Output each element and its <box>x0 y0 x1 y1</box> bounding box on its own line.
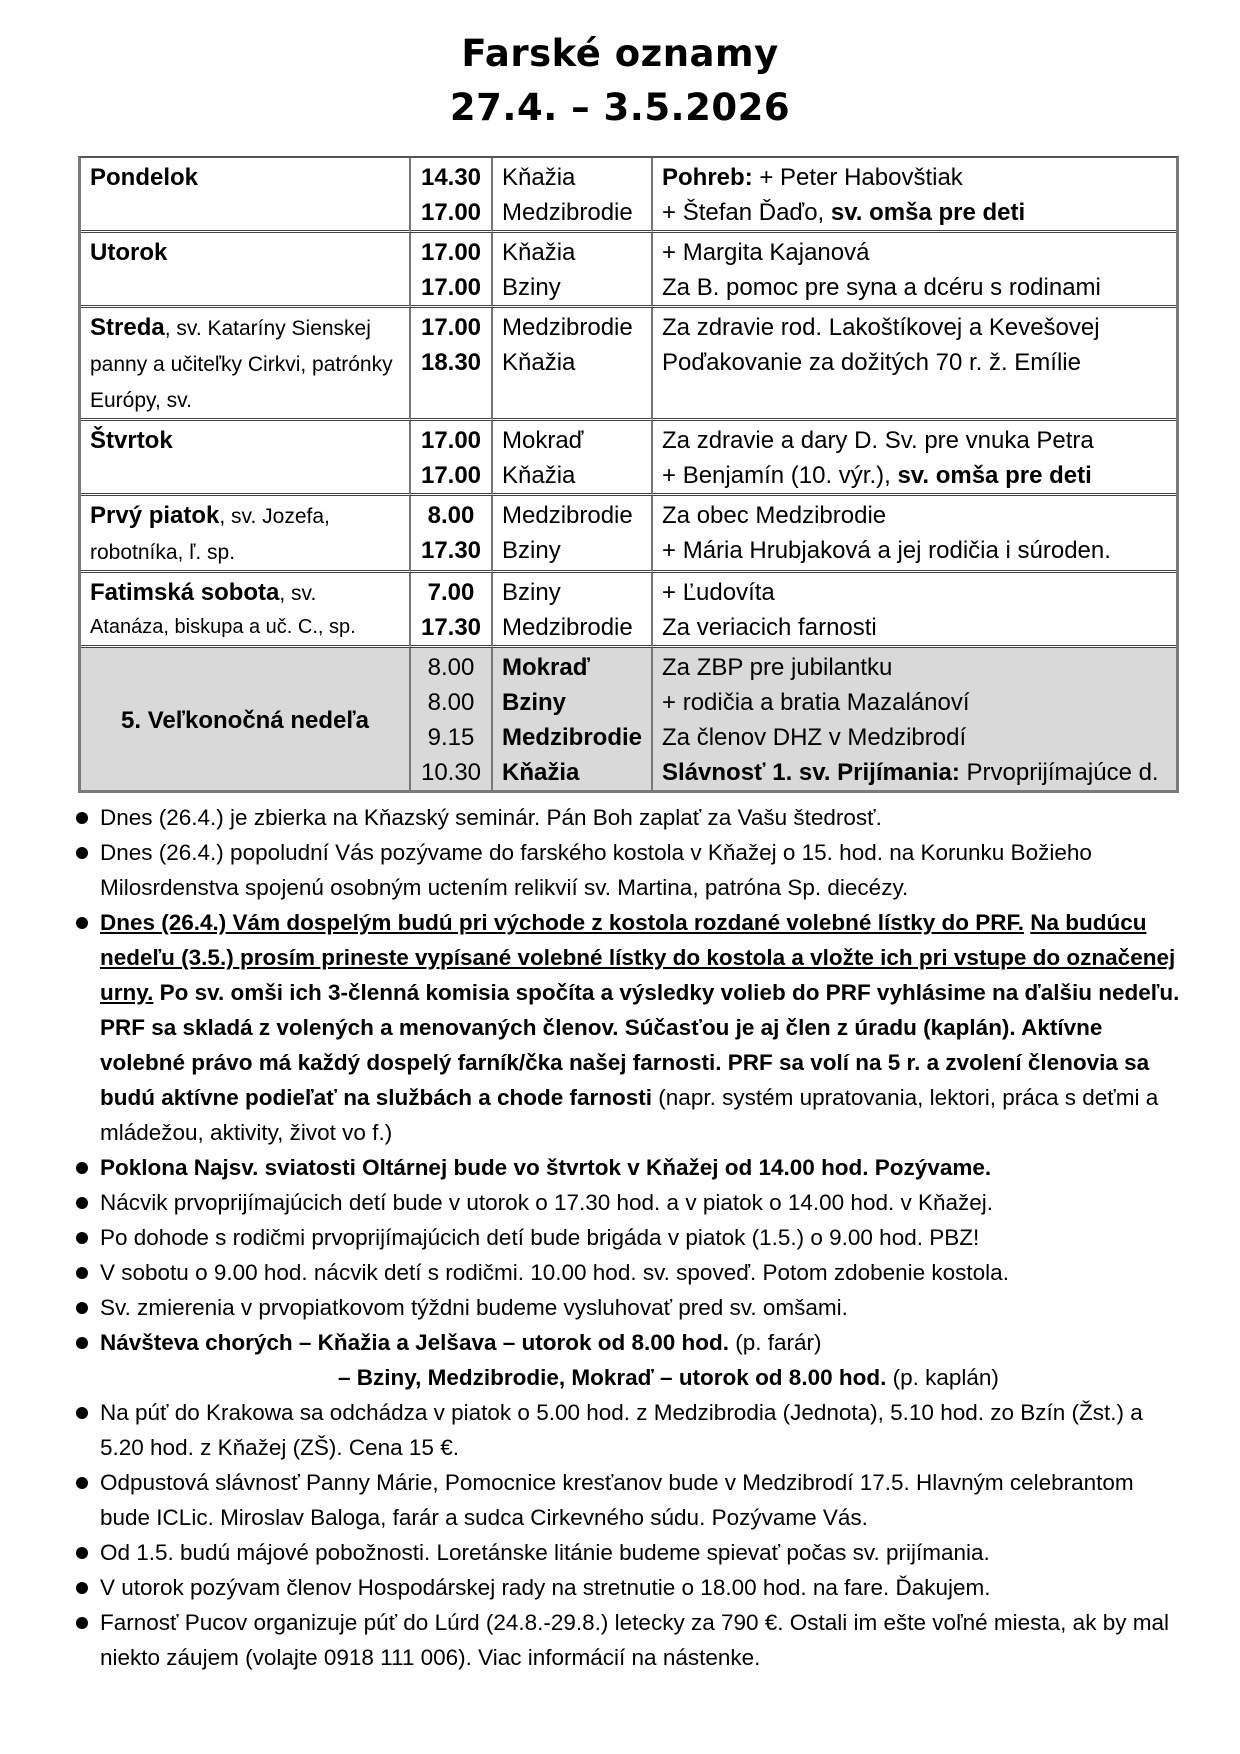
mass-place: Kňažia <box>502 349 576 376</box>
day-note: , sv. <box>279 582 317 605</box>
page-title: Farské oznamy <box>461 32 779 75</box>
mass-intention: Za B. pomoc pre syna a dcéru s rodinami <box>662 274 1101 301</box>
bullet-icon <box>76 1617 88 1629</box>
bullet-icon <box>76 1162 88 1174</box>
bullet-icon <box>76 1197 88 1209</box>
announcement-item: V sobotu o 9.00 hod. nácvik detí s rodičmi. 10.00 hod. sv. spoveď. Potom zdobenie kostola. <box>70 1255 1180 1290</box>
mass-place: Medzibrodie <box>502 199 633 226</box>
mass-place: Bziny <box>502 274 561 301</box>
bullet-icon <box>76 917 88 929</box>
bullet-icon <box>76 1582 88 1594</box>
day-name: Pondelok <box>90 164 199 191</box>
mass-place: Kňažia <box>502 164 576 191</box>
mass-place: Medzibrodie <box>502 614 633 641</box>
announcement-item: V utorok pozývam členov Hospodárskej rady na stretnutie o 18.00 hod. na fare. Ďakujem. <box>70 1570 1180 1605</box>
schedule-row-wednesday <box>81 308 1176 421</box>
day-note: , sv. Kataríny Sienskej panny a učiteľky Cirkvi, patrónky Európy, sv. <box>90 317 393 412</box>
day-name: Utorok <box>90 239 168 266</box>
mass-intention: + Mária Hrubjaková a jej rodičia i súroden. <box>662 537 1111 564</box>
mass-time: 17.30 <box>420 614 482 641</box>
announcements-list <box>70 800 1180 1675</box>
mass-place: Kňažia <box>502 462 576 489</box>
day-note: , sv. Jozefa, robotníka, ľ. sp. <box>90 505 330 564</box>
announcement-item: Sv. zmierenia v prvopiatkovom týždni budeme vysluhovať pred sv. omšami. <box>70 1290 1180 1325</box>
bullet-icon <box>76 1232 88 1244</box>
schedule-row-tuesday <box>81 233 1176 308</box>
day-name: Streda <box>90 314 165 341</box>
mass-time: 17.00 <box>420 274 482 301</box>
bullet-icon <box>76 812 88 824</box>
day-name: Fatimská sobota <box>90 579 280 606</box>
schedule-row-monday <box>81 158 1176 233</box>
bullet-icon <box>76 1547 88 1559</box>
mass-intention: + rodičia a bratia Mazalánoví <box>662 689 970 716</box>
mass-time: 17.00 <box>420 314 482 341</box>
bullet-icon <box>76 1407 88 1419</box>
schedule-row-thursday <box>81 421 1176 496</box>
mass-time: 17.00 <box>420 239 482 266</box>
mass-place: Mokraď <box>502 427 584 454</box>
schedule-row-saturday <box>81 573 1176 648</box>
mass-time: 8.00 <box>427 502 475 529</box>
day-name: Štvrtok <box>90 427 173 454</box>
announcement-item: Od 1.5. budú májové pobožnosti. Loretánske litánie budeme spievať počas sv. prijímania. <box>70 1535 1180 1570</box>
mass-intention: Slávnosť 1. sv. Prijímania: Prvoprijímajúce d. <box>662 759 1159 786</box>
announcement-item: Na púť do Krakowa sa odchádza v piatok o 5.00 hod. z Medzibrodia (Jednota), 5.10 hod. zo Bzín (Žst.) a 5.20 hod. z Kňažej (ZŠ). Cena 15 €. <box>70 1395 1180 1465</box>
mass-time: 8.00 <box>427 654 475 681</box>
mass-time: 8.00 <box>427 689 475 716</box>
mass-time: 18.30 <box>420 349 482 376</box>
announcement-item-sick-visits: Návšteva chorých – Kňažia a Jelšava – utorok od 8.00 hod. (p. farár) – Bziny, Medzibrodie, Mokraď – utorok od 8.00 hod. (p. kaplán) <box>70 1325 1180 1395</box>
mass-place: Kňažia <box>502 759 580 786</box>
mass-time: 14.30 <box>420 164 482 191</box>
mass-intention: + Ľudovíta <box>662 579 775 606</box>
mass-intention: + Štefan Ďaďo, sv. omša pre deti <box>662 199 1026 226</box>
mass-place: Mokraď <box>502 654 590 681</box>
announcement-item: Dnes (26.4.) popoludní Vás pozývame do farského kostola v Kňažej o 15. hod. na Korunku Božieho Milosrdenstva spojenú osobným uctením relikvií sv. Martina, patróna Sp. diecézy. <box>70 835 1180 905</box>
mass-place: Bziny <box>502 537 561 564</box>
mass-place: Bziny <box>502 579 561 606</box>
mass-intention: Za zdravie rod. Lakoštíkovej a Kevešovej <box>662 314 1100 341</box>
bullet-icon <box>76 847 88 859</box>
mass-schedule-table <box>78 156 1179 793</box>
announcement-item: Farnosť Pucov organizuje púť do Lúrd (24.8.-29.8.) letecky za 790 €. Ostali im ešte voľné miesta, ak by mal niekto záujem (volajte 0918 111 006). Viac informácií na nástenke. <box>70 1605 1180 1675</box>
bullet-icon <box>76 1302 88 1314</box>
announcement-item: Poklona Najsv. sviatosti Oltárnej bude vo štvrtok v Kňažej od 14.00 hod. Pozývame. <box>70 1150 1180 1185</box>
mass-place: Kňažia <box>502 239 576 266</box>
announcement-item: Nácvik prvoprijímajúcich detí bude v utorok o 17.30 hod. a v piatok o 14.00 hod. v Kňažej. <box>70 1185 1180 1220</box>
mass-place: Medzibrodie <box>502 502 633 529</box>
mass-time: 7.00 <box>427 579 475 606</box>
mass-time: 17.00 <box>420 199 482 226</box>
bullet-icon <box>76 1337 88 1349</box>
day-name: Prvý piatok <box>90 502 220 529</box>
mass-time: 17.00 <box>420 427 482 454</box>
mass-intention: Poďakovanie za dožitých 70 r. ž. Emílie <box>662 349 1081 376</box>
mass-intention: + Margita Kajanová <box>662 239 870 266</box>
mass-intention: Pohreb: + Peter Habovštiak <box>662 164 963 191</box>
day-note: Atanáza, biskupa a uč. C., sp. <box>90 616 356 638</box>
mass-intention: + Benjamín (10. výr.), sv. omša pre deti <box>662 462 1092 489</box>
mass-place: Medzibrodie <box>502 724 643 751</box>
mass-time: 17.00 <box>420 462 482 489</box>
mass-intention: Za veriacich farnosti <box>662 614 877 641</box>
mass-time: 9.15 <box>427 724 475 751</box>
announcement-item: Dnes (26.4.) je zbierka na Kňazský seminár. Pán Boh zaplať za Vašu štedrosť. <box>70 800 1180 835</box>
schedule-row-sunday <box>81 648 1176 790</box>
announcement-item: Po dohode s rodičmi prvoprijímajúcich detí bude brigáda v piatok (1.5.) o 9.00 hod. PBZ! <box>70 1220 1180 1255</box>
day-name: 5. Veľkonočná nedeľa <box>121 706 369 734</box>
mass-intention: Za zdravie a dary D. Sv. pre vnuka Petra <box>662 427 1094 454</box>
announcement-item: Odpustová slávnosť Panny Márie, Pomocnice kresťanov bude v Medzibrodí 17.5. Hlavným celebrantom bude ICLic. Miroslav Baloga, farár a sudca Cirkevného súdu. Pozývame Vás. <box>70 1465 1180 1535</box>
bullet-icon <box>76 1477 88 1489</box>
mass-intention: Za členov DHZ v Medzibrodí <box>662 724 967 751</box>
mass-place: Medzibrodie <box>502 314 633 341</box>
mass-time: 10.30 <box>420 759 482 786</box>
mass-place: Bziny <box>502 689 567 716</box>
mass-time: 17.30 <box>420 537 482 564</box>
mass-intention: Za ZBP pre jubilantku <box>662 654 893 681</box>
mass-intention: Za obec Medzibrodie <box>662 502 887 529</box>
announcement-item-prf-election: Dnes (26.4.) Vám dospelým budú pri východe z kostola rozdané volebné lístky do PRF. Na budúcu nedeľu (3.5.) prosím prineste vypísané volebné lístky do kostola a vložte ich pri vstupe do označenej urny. Po sv. omši ich 3-členná komisia spočíta a výsledky volieb do PRF vyhlásime na ďalšiu nedeľu. PRF sa skladá z volených a menovaných členov. Súčasťou je aj člen z úradu (kaplán). Aktívne volebné právo má každý dospelý farník/čka našej farnosti. PRF sa volí na 5 r. a zvolení členovia sa budú aktívne podieľať na službách a chode farnosti (napr. systém upratovania, lektori, práca s deťmi a mládežou, aktivity, život vo f.) <box>70 905 1180 1150</box>
schedule-row-friday <box>81 496 1176 573</box>
date-range: 27.4. – 3.5.2026 <box>449 86 791 129</box>
bullet-icon <box>76 1267 88 1279</box>
